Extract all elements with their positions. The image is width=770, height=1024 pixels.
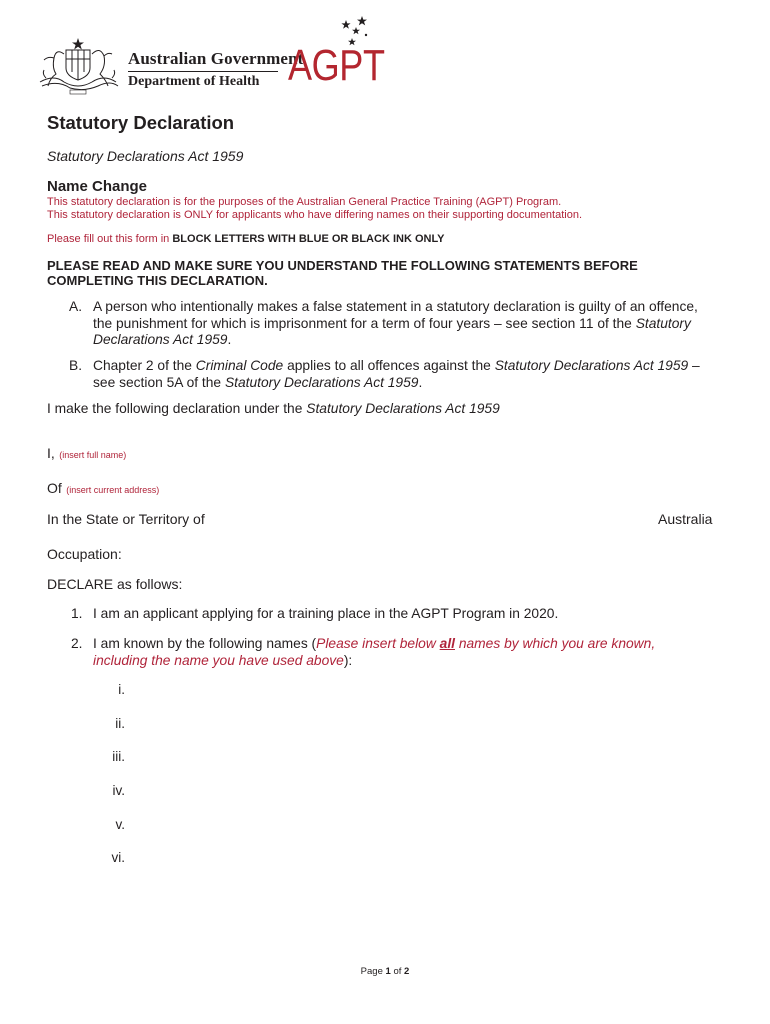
page-total: 2 [404,966,410,977]
name-entry-3[interactable]: iii. [112,749,125,764]
divider [128,71,278,72]
declaration-intro [47,401,500,418]
page-prefix: Page [360,966,383,977]
agpt-logo: AGPT [288,41,385,90]
full-name-hint: (insert full name) [59,450,127,460]
page-number [0,966,770,977]
declaration-2-text: I am known by the following names ( [93,636,317,651]
declaration-intro-text: I make the following declaration under the [47,401,303,416]
declaration-2 [93,636,693,669]
statement-a-text: A person who intentionally makes a false statement in a statutory declaration is guilty of an offence, the punishment for which is imprisonment for a term of four years – see section 11 of the [93,299,698,331]
department-name: Department of Health [128,74,260,89]
declaration-2-instruction-2: names by which you are known, including the name you have used above [93,636,656,668]
fill-instruction [47,233,445,245]
declaration-2-emphasis: all [439,636,455,651]
name-entry-1[interactable]: i. [118,682,125,697]
full-name-field[interactable] [47,445,126,463]
government-name: Australian Government [128,49,304,68]
form-subtitle: Name Change [47,178,148,195]
name-entry-6[interactable]: vi. [111,850,125,865]
name-entry-5[interactable]: v. [115,817,125,832]
warning-heading: PLEASE READ AND MAKE SURE YOU UNDERSTAND THE FOLLOWING STATEMENTS BEFORE COMPLETING THIS DECLARATION. [47,258,638,288]
declaration-1-text: I am an applicant applying for a training place in the AGPT Program in 2020. [93,606,559,621]
state-territory-label: In the State or Territory of [47,511,205,527]
declaration-2-instruction-1: Please insert below [316,636,436,651]
declaration-2-number: 2. [71,636,83,651]
page-title: Statutory Declaration [47,112,235,133]
fill-instruction-prefix: Please fill out this form in [47,233,170,245]
name-entry-2[interactable]: ii. [115,716,125,731]
statement-b: Chapter 2 of the Criminal Code applies to all offences against the Statutory Declarations Act 1959 – see section 5A of the Statutory Declarations Act 1959. [93,358,700,390]
statement-b-act-1: Statutory Declarations Act 1959 [494,358,689,373]
coat-of-arms-icon [34,34,122,96]
purpose-text-1: This statutory declaration is for the purposes of the Australian General Practice Training (AGPT) Program. [47,196,562,208]
declaration-1-number: 1. [71,606,83,621]
statement-a: A person who intentionally makes a false statement in a statutory declaration is guilty of an offence, the punishment for which is imprisonment for a term of four years – see section 11 of the Statutory Declarations Act 1959. [93,299,698,347]
page-of: of [393,966,402,977]
name-entry-4[interactable]: iv. [112,783,125,798]
occupation-label: Occupation: [47,546,122,562]
criminal-code-ref: Criminal Code [195,358,284,373]
purpose-text-2: This statutory declaration is ONLY for applicants who have differing names on their supporting documentation. [47,209,583,221]
fill-instruction-emphasis: BLOCK LETTERS WITH BLUE OR BLACK INK ONLY [172,233,445,245]
address-field[interactable] [47,480,159,498]
address-hint: (insert current address) [66,485,160,495]
statement-a-letter: A. [69,299,83,314]
address-label: Of [47,480,62,496]
statement-b-text-3: – see section 5A of the [93,358,700,390]
statement-b-act-2: Statutory Declarations Act 1959 [224,374,419,390]
statement-b-text-1: Chapter 2 of the [93,358,192,373]
statement-a-act: Statutory Declarations Act 1959 [93,315,691,347]
full-name-label: I, [47,445,55,461]
page-current: 1 [385,966,391,977]
statement-b-letter: B. [69,358,83,373]
declaration-2-close: ): [343,652,353,668]
declaration-intro-act: Statutory Declarations Act 1959 [306,401,500,416]
country-value: Australia [658,511,713,527]
act-title: Statutory Declarations Act 1959 [47,148,244,164]
statement-b-text-2: applies to all offences against the [287,358,491,373]
declare-label: DECLARE as follows: [47,576,183,592]
